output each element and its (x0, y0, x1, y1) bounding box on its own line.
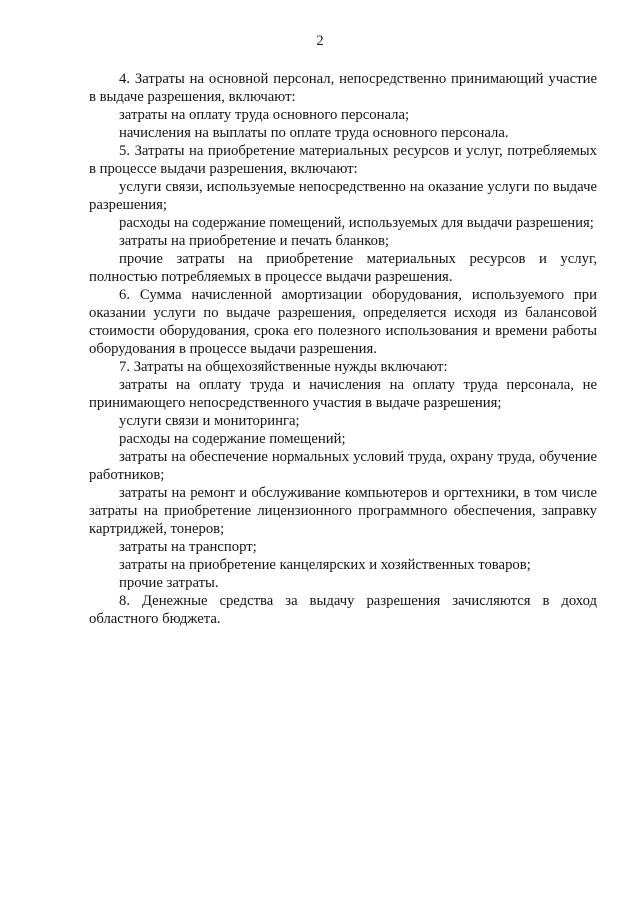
list-item: расходы на содержание помещений; (119, 431, 346, 447)
list-item: расходы на содержание помещений, используемых для выдачи разрешения; (119, 215, 594, 231)
list-item: затраты на обеспечение нормальных условий труда, охрану труда, обучение работников; (89, 449, 597, 483)
list-item: затраты на ремонт и обслуживание компьютеров и оргтехники, в том числе затраты на приобретение лицензионного программного обеспечения, заправку картриджей, тонеров; (89, 485, 597, 537)
list-item: прочие затраты. (119, 575, 219, 591)
list-item: затраты на приобретение и печать бланков; (119, 233, 390, 249)
list-item: услуги связи, используемые непосредственно на оказание услуги по выдаче разрешения; (89, 179, 597, 213)
list-item: затраты на оплату труда и начисления на оплату труда персонала, не принимающего непосредственного участия в выдаче разрешения; (89, 377, 597, 411)
list-item: затраты на приобретение канцелярских и хозяйственных товаров; (119, 557, 531, 573)
document-body (89, 70, 597, 628)
list-item: затраты на транспорт; (119, 539, 257, 555)
paragraph-4-intro: 4. Затраты на основной персонал, непосредственно принимающий участие в выдаче разрешения, включают: (89, 71, 597, 105)
page-number: 2 (316, 33, 324, 49)
list-item: услуги связи и мониторинга; (119, 413, 300, 429)
list-item: затраты на оплату труда основного персонала; (119, 107, 410, 123)
list-item: начисления на выплаты по оплате труда основного персонала. (119, 125, 509, 141)
paragraph-7-intro: 7. Затраты на общехозяйственные нужды включают: (119, 359, 448, 375)
paragraph-6: 6. Сумма начисленной амортизации оборудования, используемого при оказании услуги по выдаче разрешения, определяется исходя из балансовой стоимости оборудования, срока его полезного использования и времени работы оборудования в процессе выдачи разрешения. (89, 287, 597, 357)
list-item: прочие затраты на приобретение материальных ресурсов и услуг, полностью потребляемых в процессе выдачи разрешения. (89, 251, 597, 285)
paragraph-8: 8. Денежные средства за выдачу разрешения зачисляются в доход областного бюджета. (89, 593, 597, 627)
paragraph-5-intro: 5. Затраты на приобретение материальных ресурсов и услуг, потребляемых в процессе выдачи разрешения, включают: (89, 143, 597, 177)
